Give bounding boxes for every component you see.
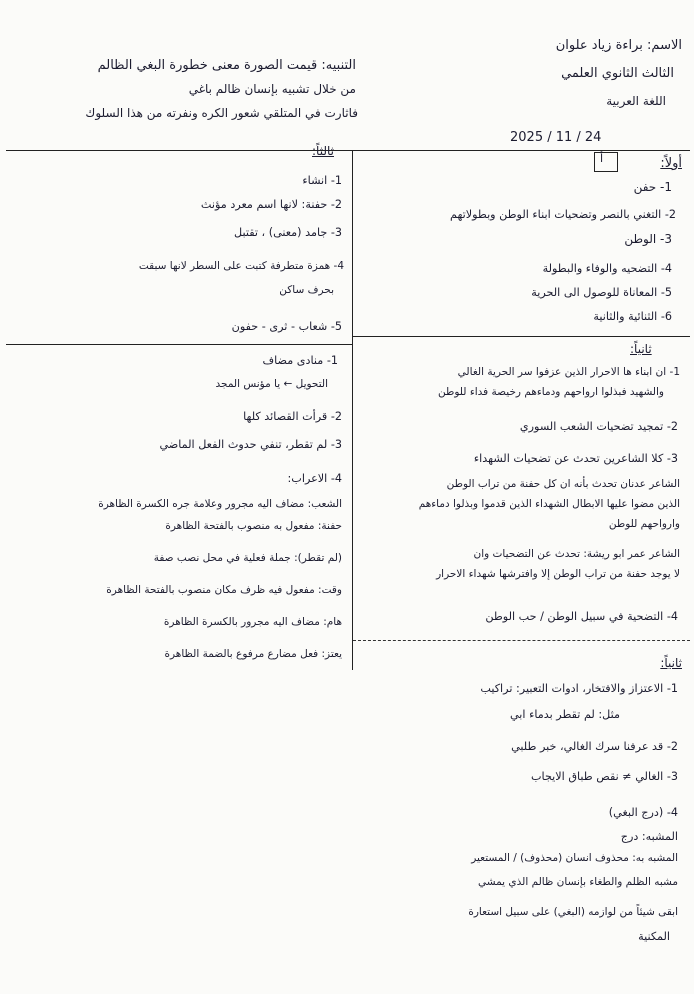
- header-divider: [6, 150, 690, 151]
- t-item-4e: المكنية: [638, 930, 670, 943]
- column-divider: [352, 150, 353, 670]
- t-item-2: 2- قد عرفنا سرك الغالي، خبر طلبي: [511, 740, 678, 753]
- subject: اللغة العربية: [606, 94, 666, 108]
- student-name: الاسم: براءة زياد علوان: [555, 38, 682, 53]
- m-item-4e: هام: مضاف اليه مجرور بالكسرة الظاهرة: [163, 616, 342, 628]
- t-item-1a: مثل: لم تقطر بدماء ابي: [509, 708, 620, 721]
- t-item-1: 1- الاعتزاز والافتخار، ادوات التعبير: تراكيب: [480, 682, 678, 695]
- l-item-5: 5- شعاب - ثرى - حفون: [231, 320, 342, 333]
- right-divider-2: [353, 640, 690, 641]
- r-item-3: 3- الوطن: [624, 232, 672, 246]
- conclusion-line-3: فاثارت في المتلقي شعور الكره ونفرته من هذا السلوك: [85, 106, 358, 120]
- m-item-4b: حفنة: مفعول به منصوب بالفتحة الظاهرة: [165, 520, 342, 532]
- s-item-3d: الشاعر عمر ابو ريشة: تحدث عن التضحيات وان: [473, 548, 680, 560]
- m-item-2: 2- قرأت القصائد كلها: [243, 410, 342, 423]
- r-item-1: 1- حفن: [633, 180, 672, 194]
- s-item-3c: وارواحهم للوطن: [608, 518, 680, 530]
- m-item-4: 4- الاعراب:: [287, 472, 342, 485]
- t-item-4d: ابقى شيئاً من لوازمه (البغي) على سبيل استعارة: [468, 906, 678, 918]
- s-item-3a: الشاعر عدنان تحدث بأنه ان كل حفنة من تراب الوطن: [446, 478, 680, 490]
- left-section-title: ثالثاً:: [312, 144, 334, 158]
- section1-title: أولاً:: [660, 156, 682, 171]
- m-item-4d: وقت: مفعول فيه ظرف مكان منصوب بالفتحة الظاهرة: [106, 584, 342, 596]
- conclusion-line-1: التنبيه: قيمت الصورة معنى خطورة البغي الظالم: [97, 58, 356, 73]
- t-item-4a: المشبه: درج: [620, 830, 678, 843]
- l-item-4b: بحرف ساكن: [279, 284, 334, 296]
- s-item-3: 3- كلا الشاعرين تحدث عن تضحيات الشهداء: [473, 452, 678, 465]
- t-item-4c: مشبه الظلم والطغاء بإنسان ظالم الذي يمشي: [477, 876, 678, 888]
- t-item-4: 4- (درج البغي): [608, 806, 678, 819]
- t-item-3: 3- الغالي ≠ نقص طباق الايجاب: [531, 770, 678, 783]
- s-item-4: 4- التضحية في سبيل الوطن / حب الوطن: [485, 610, 678, 623]
- m-item-4a: الشعب: مضاف اليه مجرور وعلامة جره الكسرة الظاهرة: [98, 498, 342, 510]
- l-item-4a: 4- همزة متطرفة كتبت على السطر لانها سبقت: [138, 260, 344, 272]
- s-item-2: 2- تمجيد تضحيات الشعب السوري: [519, 420, 678, 433]
- r-item-5: 5- المعاناة للوصول الى الحرية: [531, 286, 672, 299]
- m-item-1: 1- منادى مضاف: [262, 354, 338, 367]
- conclusion-line-2: من خلال تشبيه بإنسان ظالم باغي: [188, 82, 356, 96]
- section1-box-label: أ: [600, 152, 604, 165]
- r-item-2: 2- التغني بالنصر وتضحيات ابناء الوطن وبطولاتهم: [450, 208, 676, 221]
- section1-box: [594, 152, 618, 172]
- m-item-1a: التحويل ← يا مؤنس المجد: [215, 378, 328, 390]
- l-item-1: 1- انشاء: [302, 174, 342, 187]
- r-item-4: 4- التضحيه والوفاء والبطولة: [542, 262, 672, 275]
- right-divider-1: [353, 336, 690, 337]
- m-item-3: 3- لم تقطر، تنفي حدوث الفعل الماضي: [159, 438, 342, 451]
- s-item-3b: الذين مضوا عليها الابطال الشهداء الذين قدموا وبذلوا دماءهم: [418, 498, 680, 510]
- student-grade: الثالث الثانوي العلمي: [561, 66, 674, 81]
- m-item-4f: يعتز: فعل مضارع مرفوع بالضمة الظاهرة: [164, 648, 342, 660]
- s-item-1a: 1- ان ابناء ها الاحرار الذين عزفوا سر الحرية الغالي: [457, 366, 680, 378]
- s-item-1b: والشهيد فبذلوا ارواحهم ودماءهم رخيصة فداء للوطن: [438, 386, 664, 398]
- section3-title: ثانياً:: [660, 656, 682, 670]
- section2-title: ثانياً:: [630, 342, 652, 356]
- l-item-2: 2- حفنة: لانها اسم معرد مؤنث: [200, 198, 342, 211]
- date: 2025 / 11 / 24: [510, 130, 602, 145]
- r-item-6: 6- الثنائية والثانية: [593, 310, 672, 323]
- l-item-3: 3- جامد (معنى) ، تقتبل: [233, 226, 342, 239]
- left-divider-1: [6, 344, 352, 345]
- m-item-4c: (لم تقطر): جملة فعلية في محل نصب صفة: [153, 552, 342, 564]
- s-item-3e: لا يوجد حفنة من تراب الوطن إلا وافترشها شهداء الاحرار: [436, 568, 680, 580]
- t-item-4b: المشبه به: محذوف انسان (محذوف) / المستعير: [471, 852, 678, 864]
